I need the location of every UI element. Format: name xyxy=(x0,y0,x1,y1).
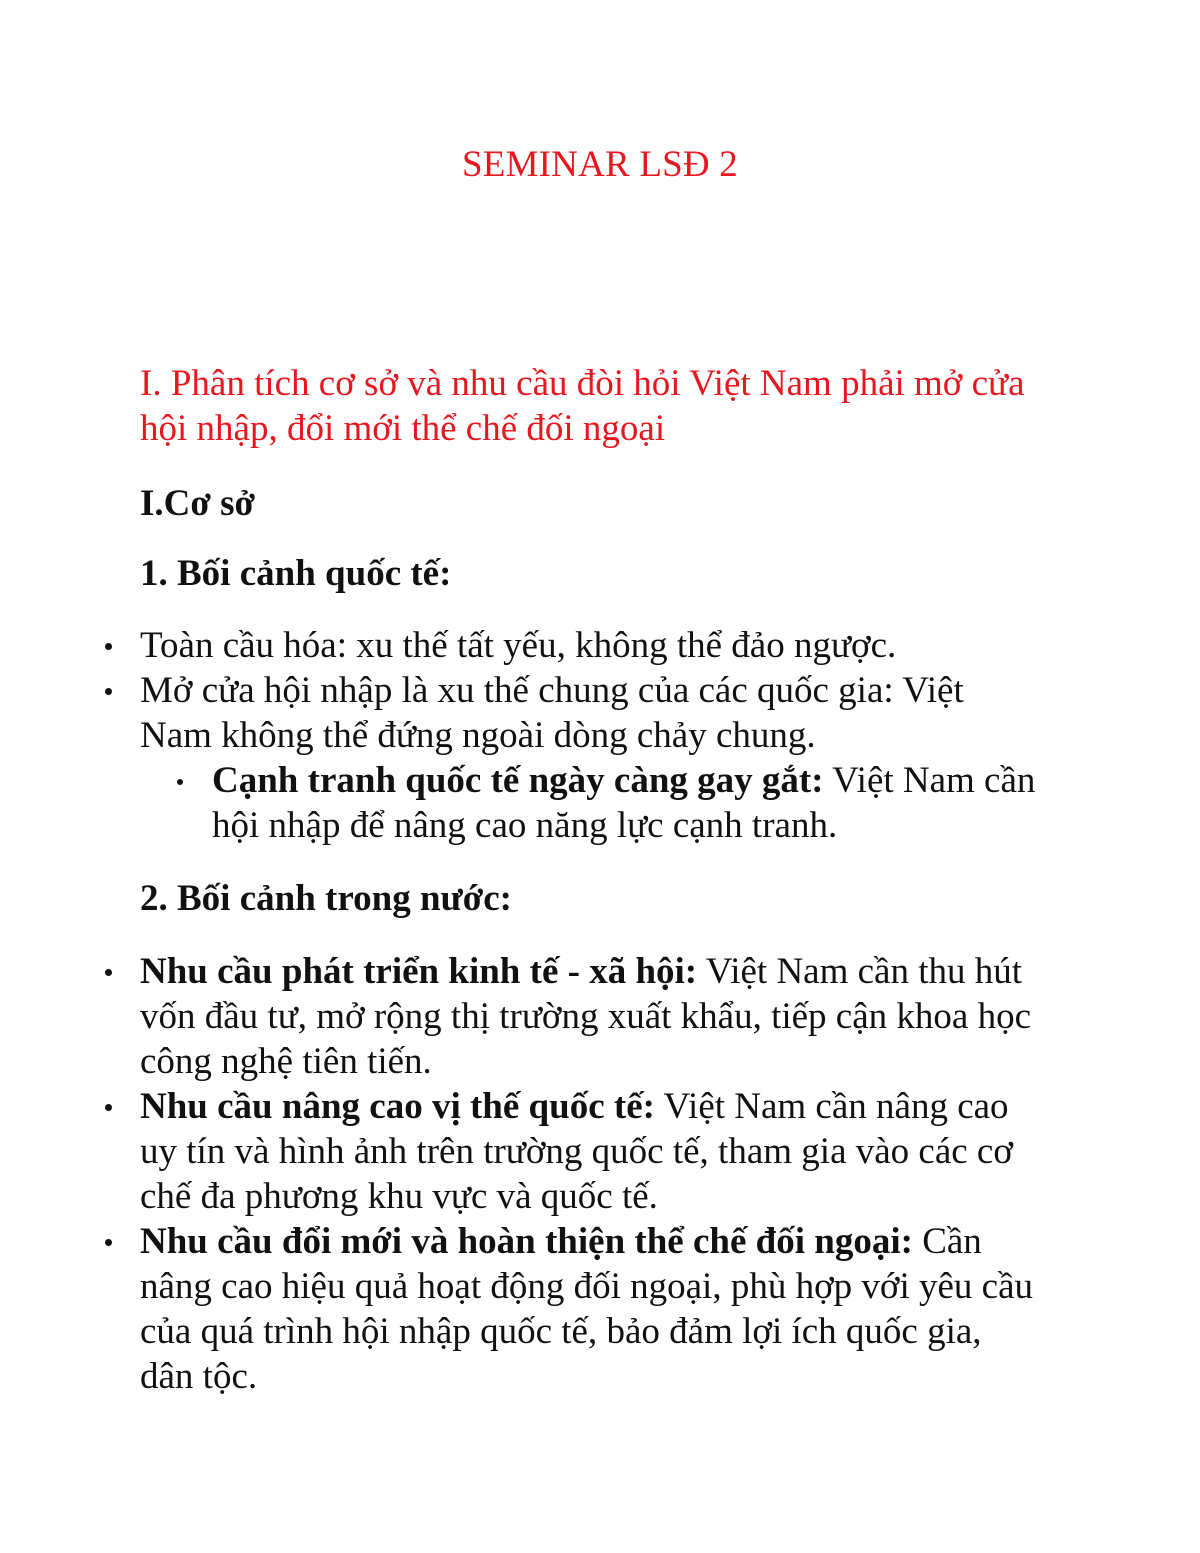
list-item-label: Nhu cầu đổi mới và hoàn thiện thể chế đối ngoại: xyxy=(140,1221,913,1262)
list-item xyxy=(212,758,1042,848)
bullet-icon xyxy=(105,688,112,695)
bullet-icon xyxy=(177,779,183,785)
international-context-sublist xyxy=(0,758,1042,848)
list-item xyxy=(140,1084,1040,1219)
list-item-label: Nhu cầu phát triển kinh tế - xã hội: xyxy=(140,951,698,992)
list-item-text: Toàn cầu hóa: xu thế tất yếu, không thể đảo ngược. xyxy=(140,625,897,666)
basis-heading: I.Cơ sở xyxy=(140,483,255,524)
bullet-icon xyxy=(105,969,112,976)
domestic-context-heading: 2. Bối cảnh trong nước: xyxy=(140,878,512,919)
international-context-heading: 1. Bối cảnh quốc tế: xyxy=(140,553,452,594)
section-heading: I. Phân tích cơ sở và nhu cầu đòi hỏi Việt Nam phải mở cửa hội nhập, đổi mới thể chế đối ngoại xyxy=(140,363,1025,449)
document-title: SEMINAR LSĐ 2 xyxy=(461,144,739,185)
list-item-label: Nhu cầu nâng cao vị thế quốc tế: xyxy=(140,1086,655,1127)
list-item-text: Việt Nam cần hội nhập để nâng cao năng lực cạnh tranh. xyxy=(212,760,1036,846)
list-item xyxy=(140,623,1040,668)
bullet-icon xyxy=(105,1104,112,1111)
bullet-icon xyxy=(105,643,112,650)
list-item-text: Việt Nam cần nâng cao uy tín và hình ảnh trên trường quốc tế, tham gia vào các cơ chế đa phương khu vực và quốc tế. xyxy=(140,1086,1013,1217)
bullet-icon xyxy=(105,1239,112,1246)
list-item-text: Mở cửa hội nhập là xu thế chung của các quốc gia: Việt Nam không thể đứng ngoài dòng chảy chung. xyxy=(140,670,964,756)
list-item xyxy=(140,949,1040,1084)
list-item xyxy=(140,668,1040,758)
international-context-list xyxy=(0,623,1040,758)
list-item-text: Việt Nam cần thu hút vốn đầu tư, mở rộng thị trường xuất khẩu, tiếp cận khoa học công nghệ tiên tiến. xyxy=(140,951,1031,1082)
list-item-text: Cần nâng cao hiệu quả hoạt động đối ngoại, phù hợp với yêu cầu của quá trình hội nhập quốc tế, bảo đảm lợi ích quốc gia, dân tộc. xyxy=(140,1221,1034,1397)
list-item xyxy=(140,1219,1040,1399)
domestic-context-list xyxy=(0,949,1040,1399)
list-item-label: Cạnh tranh quốc tế ngày càng gay gắt: xyxy=(212,760,824,801)
